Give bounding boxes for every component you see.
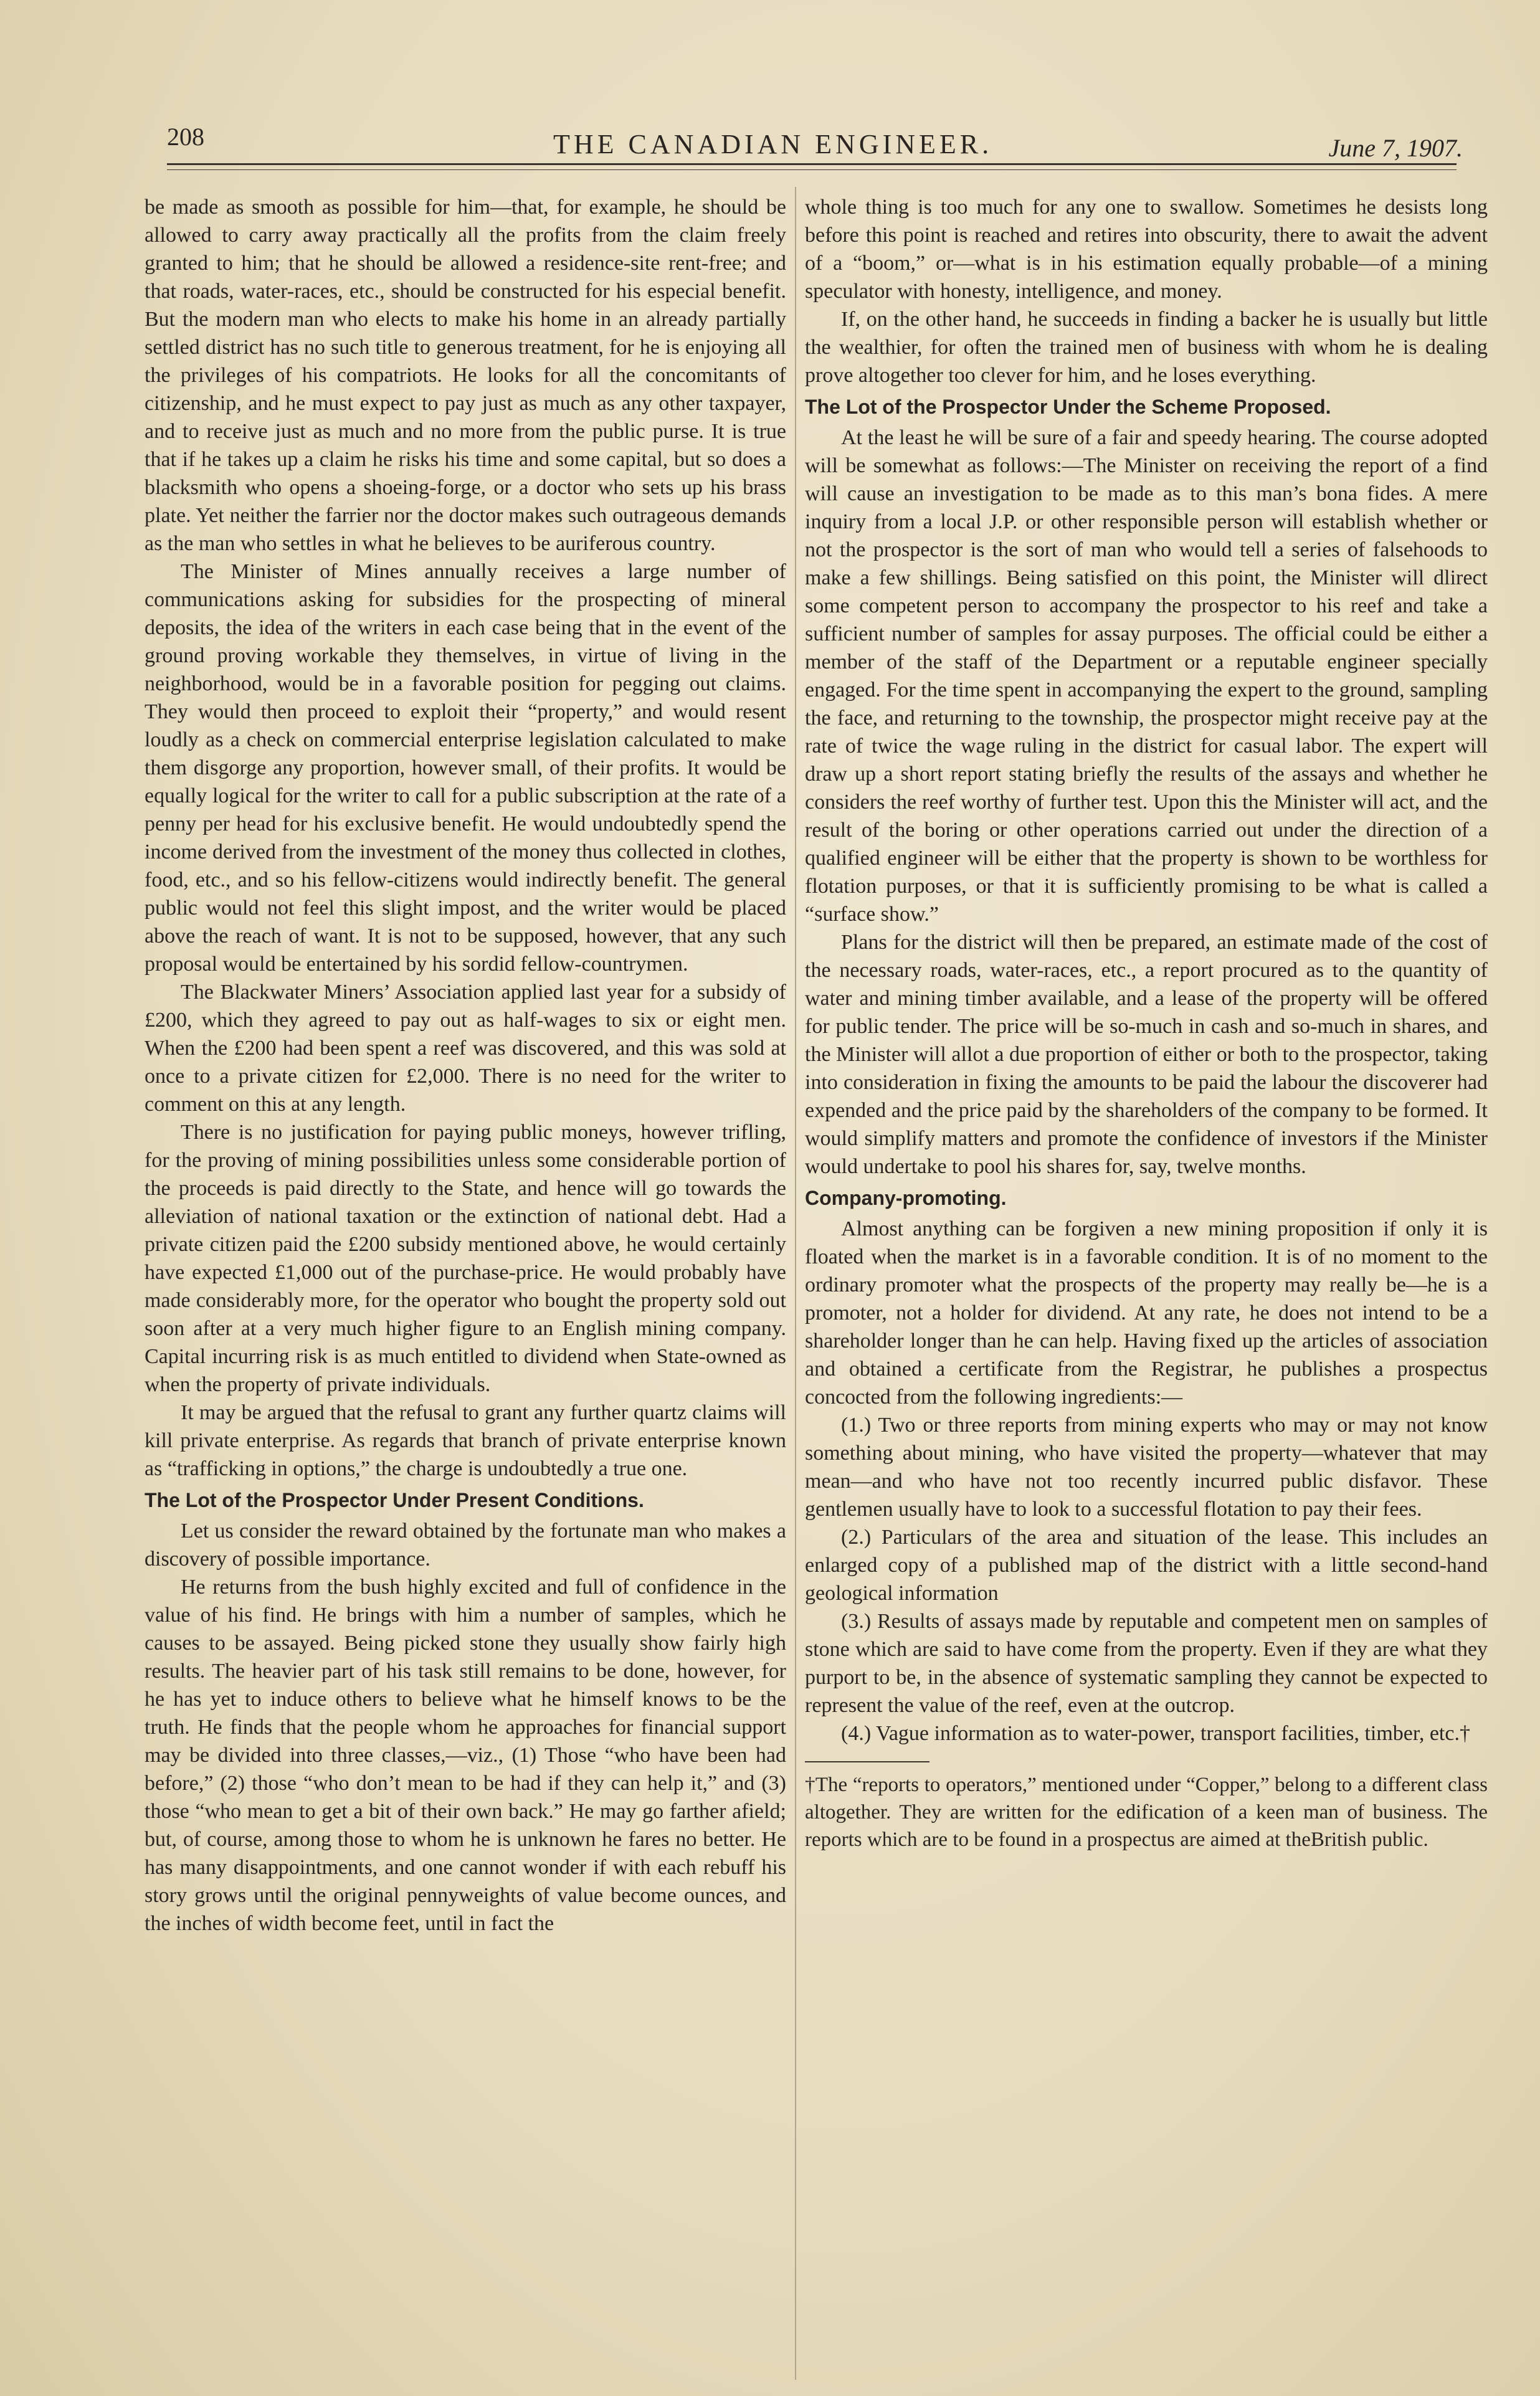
paragraph: be made as smooth as possible for him—that, for example, he should be allowed to carry away practically all the profits from the claim freely granted to him; that he should be allowed a residence-site rent-free; and that roads, water-races, etc., should be constructed for his especial benefit. But the modern man who elects to make his home in an already partially settled district has no such title to generous treatment, for he is enjoying all the privileges of his compatriots. He looks for all the concomitants of citizenship, and he must expect to pay just as much as any other taxpayer, and to receive just as much and no more from the public purse. It is true that if he takes up a claim he risks his time and some capital, but so does a blacksmith who opens a shoeing-forge, or a doctor who sets up his brass plate. Yet neither the farrier nor the doctor makes such outrageous demands as the man who settles in what he believes to be auriferous country. <box>145 196 786 555</box>
footnote: †The “reports to operators,” mentioned under “Copper,” belong to a different class altogether. They are written for the edification of a keen man of business. The reports which are to be found in a prospectus are aimed at theBritish public. <box>805 1774 1488 1851</box>
paragraph: The Minister of Mines annually receives a large number of communications asking for subsidies for the prospecting of mineral deposits, the idea of the writers in each case being that in the event of the ground proving workable they themselves, in virtue of living in the neighborhood, would be in a favorable position for pegging out claims. They would then proceed to exploit their “property,” and would resent loudly as a check on commercial enterprise legislation calculated to make them disgorge any proportion, however small, of their profits. It would be equally logical for the writer to call for a public subscription at the rate of a penny per head for his exclusive benefit. He would undoubtedly spend the income derived from the investment of the money thus collected in clothes, food, etc., and so his fellow-citizens would indirectly benefit. The general public would not feel this slight impost, and the writer would be placed above the reach of want. It is not to be supposed, however, that any such proposal would be entertained by his sordid fellow-countrymen. <box>145 560 786 976</box>
right-column <box>805 193 1488 1853</box>
column-divider <box>795 187 796 2380</box>
journal-title: THE CANADIAN ENGINEER. <box>553 129 993 159</box>
section-heading: The Lot of the Prospector Under the Scheme Proposed. <box>805 396 1331 418</box>
paragraph: The Blackwater Miners’ Association applied last year for a subsidy of £200, which they agreed to pay out as half-wages to six or eight men. When the £200 had been spent a reef was discovered, and this was sold at once to a private citizen for £2,000. There is no need for the writer to comment on this at any length. <box>145 981 786 1116</box>
header-rule-thin <box>167 169 1457 170</box>
paragraph: Almost anything can be forgiven a new mining proposition if only it is floated when the market is in a favorable condition. It is of no moment to the ordinary promoter what the prospects of the property may really be—he is a promoter, not a holder for dividend. At any rate, he does not intend to be a shareholder longer than he can help. Having fixed up the articles of association and obtained a certificate from the Registrar, he publishes a prospectus concocted from the following ingredients:— <box>805 1217 1488 1409</box>
page-number: 208 <box>167 123 204 151</box>
paragraph: At the least he will be sure of a fair and speedy hearing. The course adopted will be somewhat as follows:—The Minister on receiving the report of a find will cause an investigation to be made as to this man’s bona fides. A mere inquiry from a local J.P. or other responsible person will establish whether or not the prospector is the sort of man who would tell a series of falsehoods to make a few shillings. Being satisfied on this point, the Minister will dlirect some competent person to accompany the prospector to his reef and take a sufficient number of samples for assay purposes. The official could be either a member of the staff of the Department or a reputable engineer specially engaged. For the time spent in accompanying the expert to the ground, sampling the face, and returning to the township, the prospector might receive pay at the rate of twice the wage ruling in the district for casual labor. The expert will draw up a short report stating briefly the results of the assays and whether he considers the reef worthy of further test. Upon this the Minister will act, and the result of the boring or other operations carried out under the direction of a qualified engineer will be either that the property is shown to be worthless for flotation purposes, or that it is sufficiently promising to be what is called a “surface show.” <box>805 426 1488 926</box>
paragraph: It may be argued that the refusal to grant any further quartz claims will kill private enterprise. As regards that branch of private enterprise known as “trafficking in options,” the charge is undoubtedly a true one. <box>145 1401 786 1480</box>
section-heading: Company-promoting. <box>805 1187 1007 1209</box>
paragraph: If, on the other hand, he succeeds in finding a backer he is usually but little the wealthier, for often the trained men of business with whom he is dealing prove altogether too clever for him, and he loses everything. <box>805 308 1488 387</box>
paragraph: There is no justification for paying public moneys, however trifling, for the proving of mining possibilities unless some considerable portion of the proceeds is paid directly to the State, and hence will go towards the alleviation of national taxation or the extinction of national debt. Had a private citizen paid the £200 subsidy mentioned above, he would certainly have expected £1,000 out of the purchase-price. He would probably have made considerably more, for the operator who bought the property sold out soon after at a very much higher figure to an English mining company. Capital incurring risk is as much entitled to dividend when State-owned as when the property of private individuals. <box>145 1121 786 1396</box>
list-item: (3.) Results of assays made by reputable and competent men on samples of stone which are said to have come from the property. Even if they are what they purport to be, in the absence of systematic sampling they cannot be expected to represent the value of the reef, even at the outcrop. <box>805 1610 1488 1717</box>
header-rule <box>167 163 1457 165</box>
paragraph: Let us consider the reward obtained by the fortunate man who makes a discovery of possible importance. <box>145 1519 786 1571</box>
list-item: (4.) Vague information as to water-power, transport facilities, timber, etc.† <box>841 1722 1470 1745</box>
paragraph: He returns from the bush highly excited and full of confidence in the value of his find. He brings with him a number of samples, which he causes to be assayed. Being picked stone they usually show fairly high results. The heavier part of his task still remains to be done, however, for he has yet to induce others to believe what he himself knows to be the truth. He finds that the people whom he approaches for financial support may be divided into three classes,—viz., (1) Those “who have been had before,” (2) those “who don’t mean to be had if they can help it,” and (3) those “who mean to get a bit of their own back.” He may go farther afield; but, of course, among those to whom he is unknown he fares no better. He has many disappointments, and one cannot wonder if with each rebuff his story grows until the original pennyweights of value become ounces, and the inches of width become feet, until in fact the <box>145 1576 786 1935</box>
left-column <box>145 193 786 1937</box>
list-item: (2.) Particulars of the area and situation of the lease. This includes an enlarged copy of a published map of the district with a little second-hand geological information <box>805 1526 1488 1605</box>
paragraph: whole thing is too much for any one to swallow. Sometimes he desists long before this point is reached and retires into obscurity, there to await the advent of a “boom,” or—what is in his estimation equally probable—of a mining speculator with honesty, intelligence, and money. <box>805 196 1488 303</box>
footnote-rule <box>805 1761 929 1762</box>
section-heading: The Lot of the Prospector Under Present Conditions. <box>145 1489 644 1511</box>
list-item: (1.) Two or three reports from mining experts who may or may not know something about mining, who have visited the property—whatever that may mean—and who have not too recently incurred public disfavor. These gentlemen usually have to look to a successful flotation to pay their fees. <box>805 1414 1488 1521</box>
issue-date: June 7, 1907. <box>1328 134 1463 162</box>
paragraph: Plans for the district will then be prepared, an estimate made of the cost of the necessary roads, water-races, etc., a report procured as to the quantity of water and mining timber available, and a lease of the property will be offered for public tender. The price will be so-much in cash and so-much in shares, and the Minister will allot a due proportion of either or both to the prospector, taking into consideration in fixing the amounts to be paid the labour the discoverer had expended and the price paid by the shareholders of the company to be formed. It would simplify matters and promote the confidence of investors if the Minister would undertake to pool his shares for, say, twelve months. <box>805 931 1488 1178</box>
